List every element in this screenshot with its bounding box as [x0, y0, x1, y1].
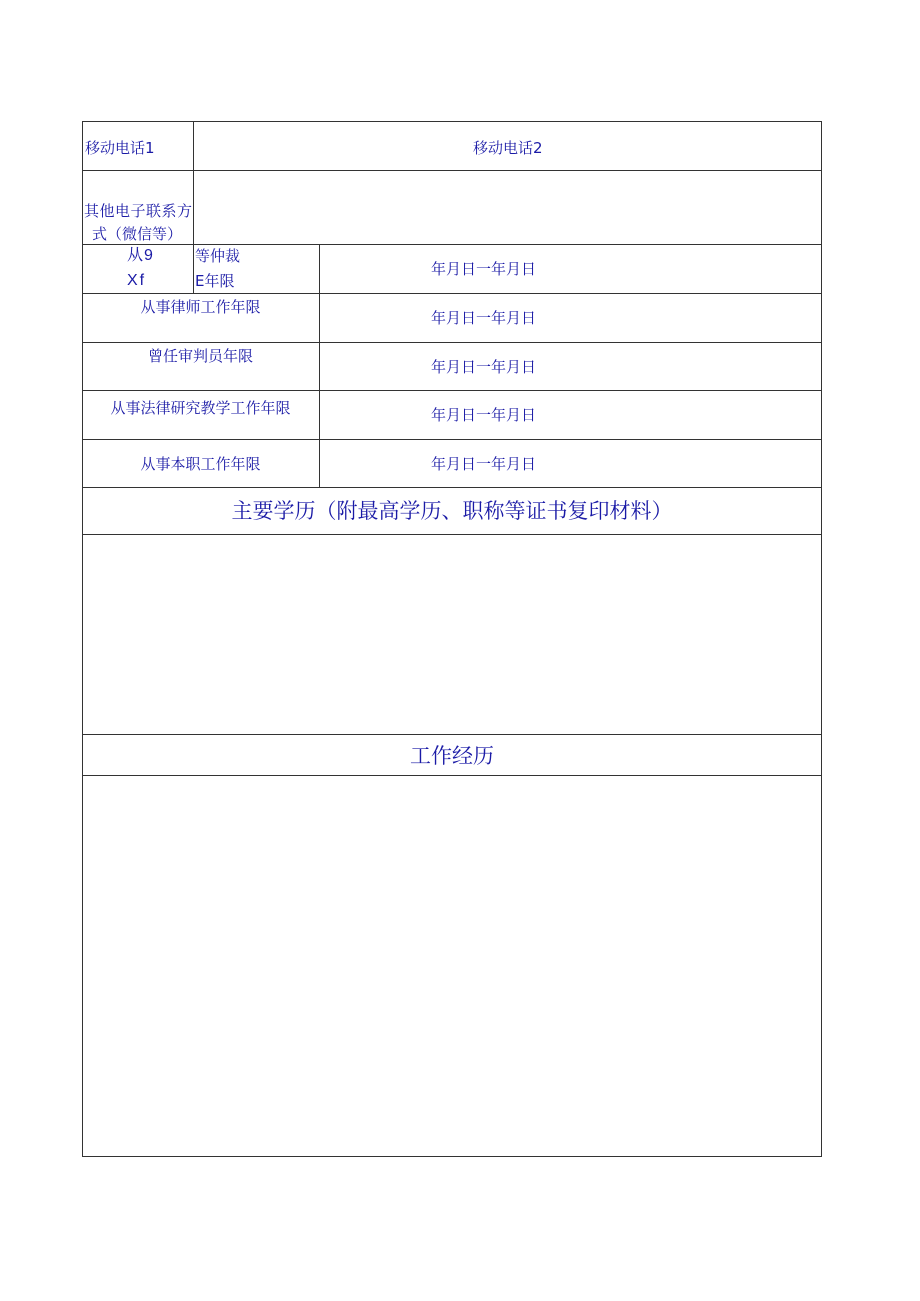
row-divider — [82, 487, 822, 488]
research-tenure-label: 从事法律研究教学工作年限 — [110, 399, 291, 417]
judge-period: 年月日一年月日 — [431, 358, 537, 376]
row-divider — [82, 734, 822, 735]
row-divider — [82, 439, 822, 440]
work-content-area[interactable] — [84, 778, 820, 1155]
current-tenure-label: 从事本职工作年限 — [140, 455, 261, 473]
row-divider — [82, 390, 822, 391]
work-section-title: 工作经历 — [410, 744, 494, 768]
lawyer-period: 年月日一年月日 — [431, 309, 537, 327]
column-divider — [193, 121, 194, 293]
other-contact-label-line2: 式（微信等） — [92, 225, 183, 243]
row-divider — [82, 775, 822, 776]
education-section-title: 主要学历（附最高学历、职称等证书复印材料） — [231, 499, 673, 523]
lawyer-tenure-label: 从事律师工作年限 — [140, 298, 261, 316]
row-divider — [82, 342, 822, 343]
current-period: 年月日一年月日 — [431, 455, 537, 473]
arbitrator-label-right-line2: E年限 — [195, 272, 235, 290]
research-period: 年月日一年月日 — [431, 406, 537, 424]
other-contact-label-line1: 其他电子联系方 — [84, 202, 193, 220]
arbitrator-label-right-line1: 等仲裁 — [195, 247, 241, 265]
row-divider — [82, 293, 822, 294]
arbitrator-label-left-line2: Xf — [127, 272, 147, 289]
judge-tenure-label: 曾任审判员年限 — [147, 347, 253, 365]
education-content-area[interactable] — [84, 537, 820, 732]
arbitrator-period: 年月日一年月日 — [431, 260, 537, 278]
column-divider — [319, 244, 320, 487]
arbitrator-label-left-line1: 从9 — [127, 247, 154, 264]
row-divider — [82, 534, 822, 535]
mobile2-label: 移动电话2 — [473, 139, 543, 157]
mobile1-label: 移动电话1 — [85, 139, 155, 157]
